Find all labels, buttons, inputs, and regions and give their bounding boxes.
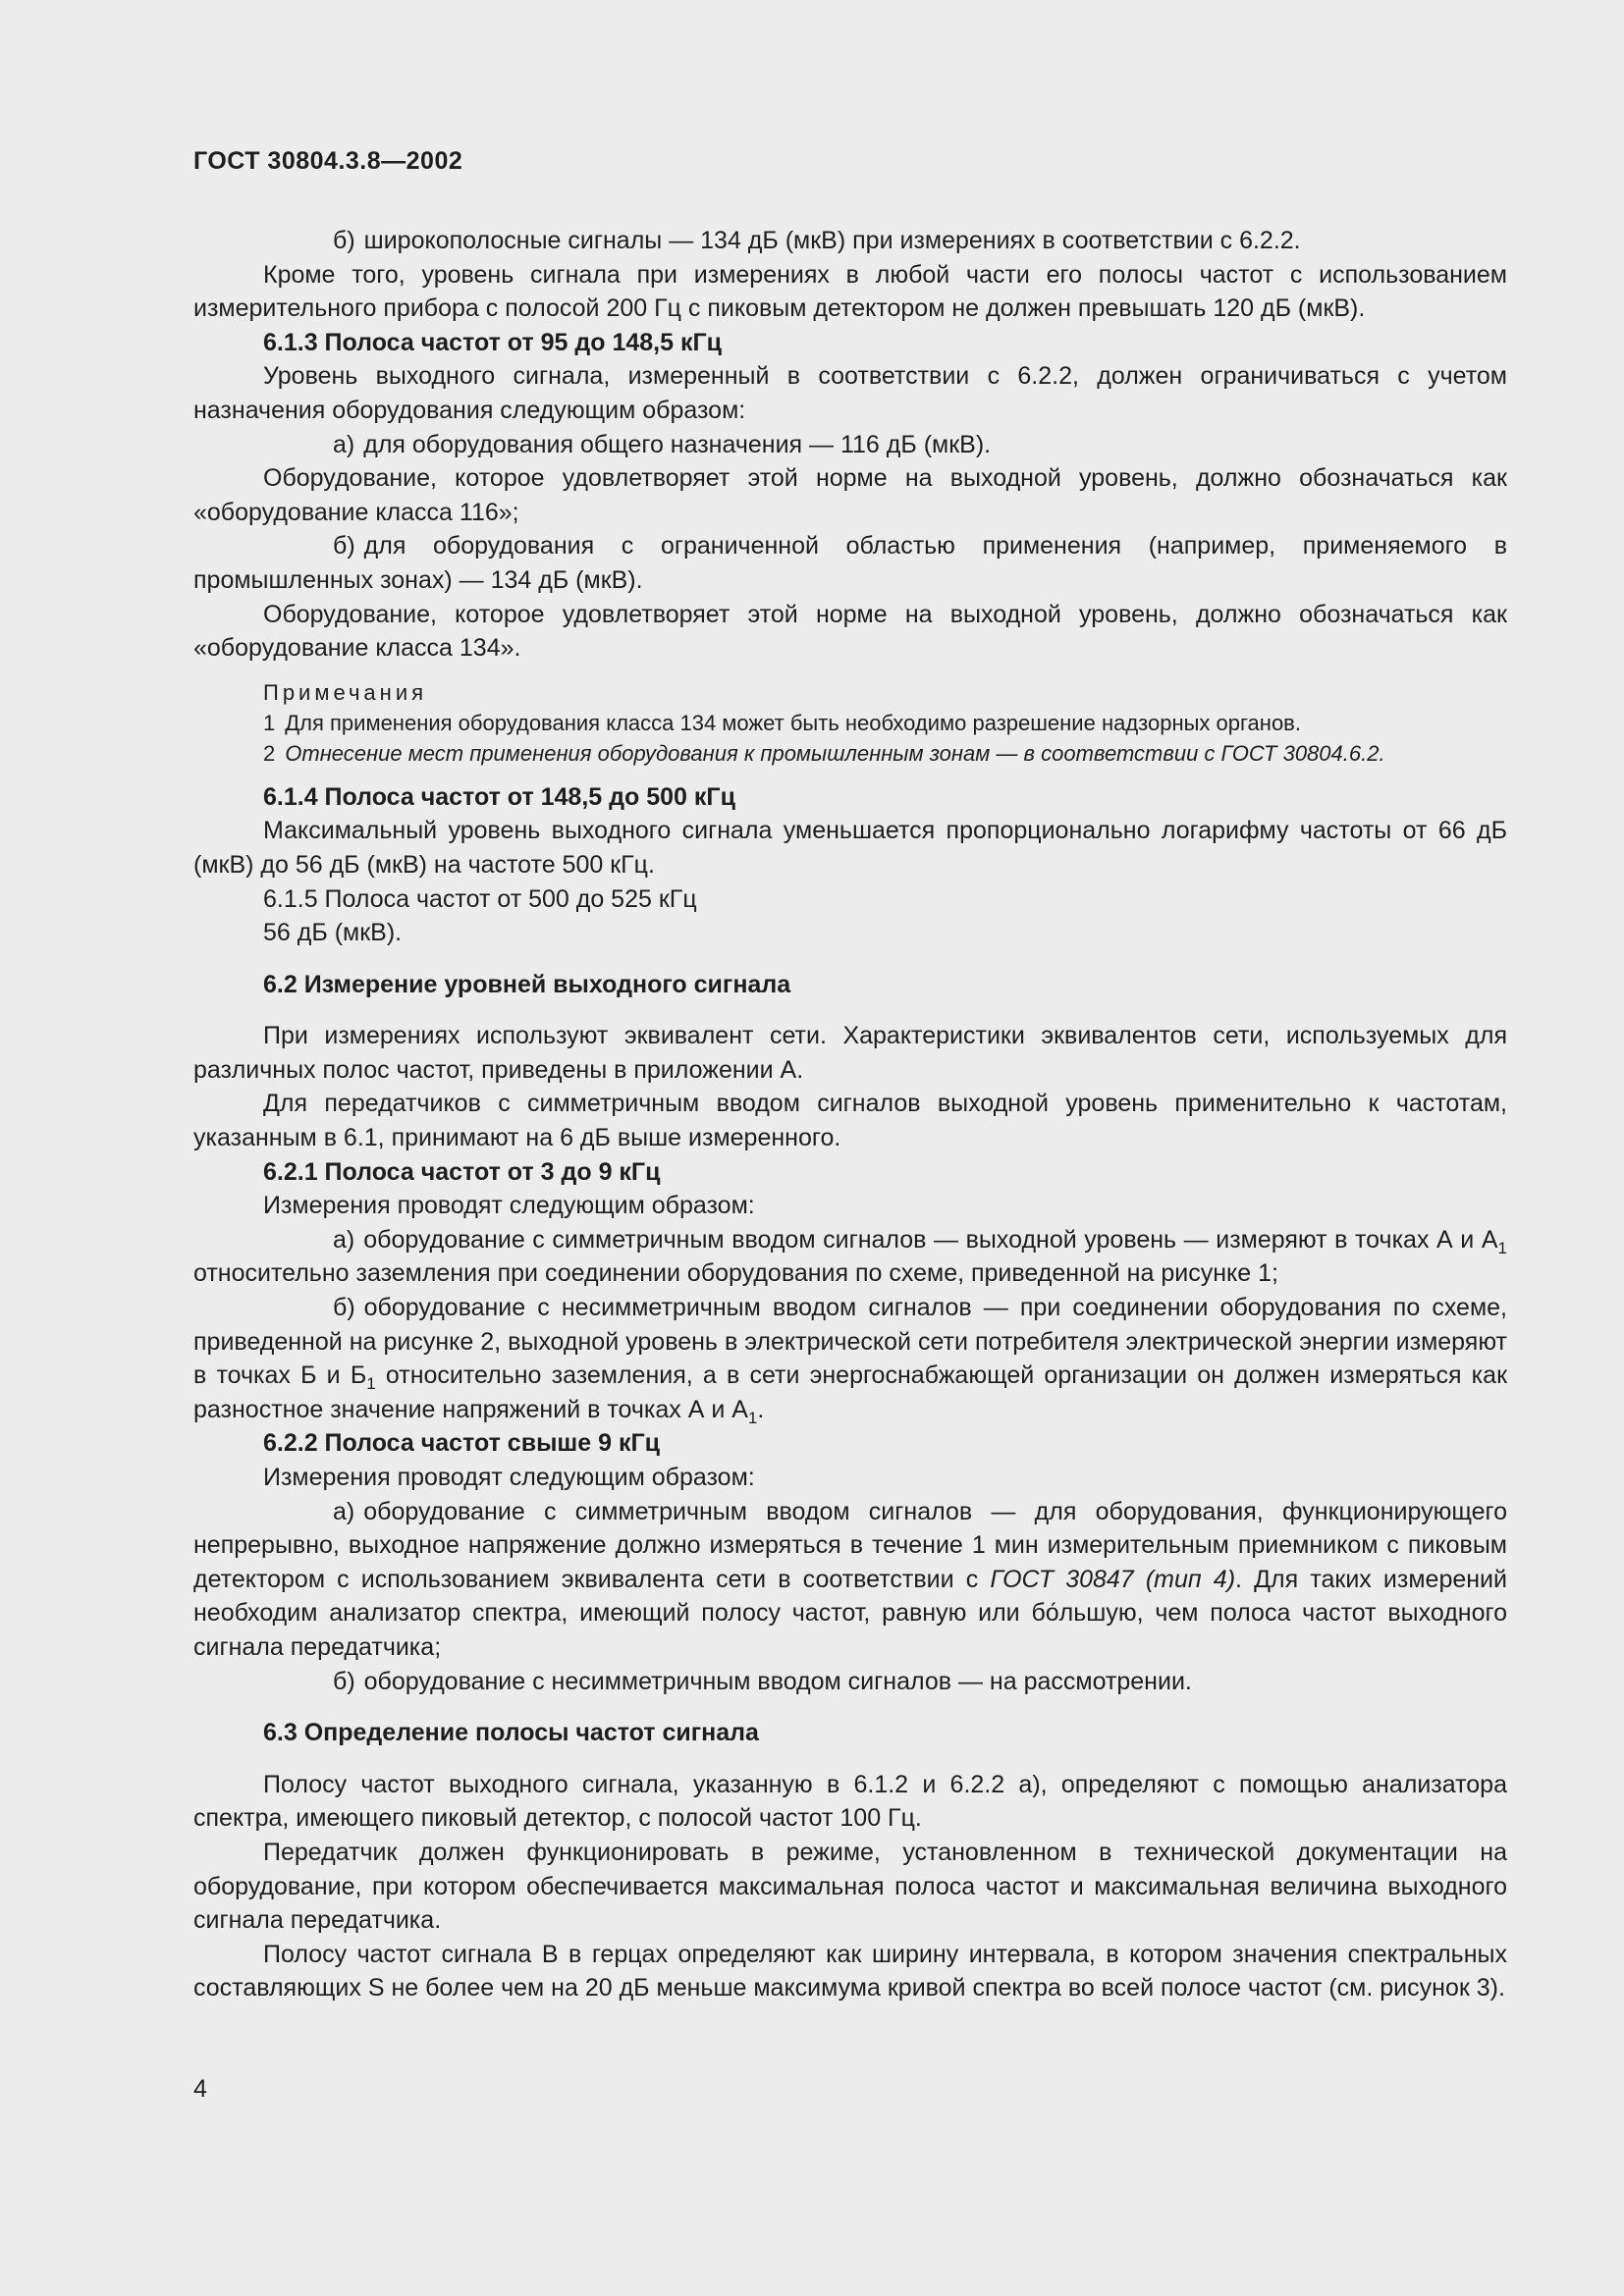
section-heading-6-3: 6.3 Определение полосы частот сигнала bbox=[263, 1719, 759, 1747]
paragraph: Максимальный уровень выходного сигнала уменьшается пропорционально логарифму частоты от 66 дБ (мкВ) до 56 дБ (мкВ) на частоте 500 кГц. bbox=[193, 817, 1507, 879]
list-marker: б) bbox=[333, 532, 355, 561]
subscript: 1 bbox=[747, 1408, 758, 1427]
list-marker: б) bbox=[333, 227, 355, 254]
list-marker: а) bbox=[333, 430, 355, 458]
paragraph bbox=[193, 1495, 1507, 1665]
paragraph: Для передатчиков с симметричным вводом сигналов выходной уровень применительно к частотам, указанным в 6.1, принимают на 6 дБ выше измеренного. bbox=[193, 1090, 1507, 1152]
paragraph: 6.1.5 Полоса частот от 500 до 525 кГц bbox=[263, 884, 697, 913]
paragraph-text: относительно заземления при соединении оборудования по схеме, приведенной на рисунке 1; bbox=[193, 1259, 1278, 1288]
paragraph: Уровень выходного сигнала, измеренный в соответствии с 6.2.2, должен ограничиваться с учетом назначения оборудования следующим образом: bbox=[193, 362, 1507, 424]
note-number: 1 bbox=[263, 710, 276, 735]
paragraph bbox=[193, 428, 1507, 462]
paragraph bbox=[193, 1223, 1507, 1291]
paragraph: Кроме того, уровень сигнала при измерениях в любой части его полосы частот с использованием измерительного прибора с полосой 200 Гц с пиковым детектором не должен превышать 120 дБ (мкВ). bbox=[193, 260, 1507, 323]
list-marker: а) bbox=[333, 1225, 355, 1254]
paragraph: Измерения проводят следующим образом: bbox=[263, 1464, 755, 1491]
note-number: 2 bbox=[263, 740, 276, 766]
note-item bbox=[193, 708, 1507, 738]
section-heading-6-1-4: 6.1.4 Полоса частот от 148,5 до 500 кГц bbox=[263, 782, 735, 811]
paragraph-text: оборудование с несимметричным вводом сигналов — на рассмотрении. bbox=[363, 1667, 1192, 1695]
paragraph-text: . bbox=[757, 1395, 765, 1423]
paragraph: Измерения проводят следующим образом: bbox=[263, 1192, 755, 1220]
list-marker: а) bbox=[333, 1497, 355, 1525]
paragraph: Полосу частот выходного сигнала, указанную в 6.1.2 и 6.2.2 а), определяют с помощью анализатора спектра, имеющего пиковый детектор, с полосой частот 100 Гц. bbox=[193, 1770, 1507, 1833]
paragraph: При измерениях используют эквивалент сети. Характеристики эквивалентов сети, используемых для различных полос частот, приведены в приложении А. bbox=[193, 1022, 1507, 1084]
list-marker: б) bbox=[333, 1667, 355, 1695]
paragraph: Передатчик должен функционировать в режиме, установленном в технической документации на оборудование, при котором обеспечивается максимальная полоса частот и максимальная величина выходного сигнала передатчика. bbox=[193, 1838, 1507, 1935]
list-marker: б) bbox=[333, 1294, 355, 1322]
paragraph: 56 дБ (мкВ). bbox=[263, 919, 403, 947]
paragraph-text: для оборудования общего назначения — 116 дБ (мкВ). bbox=[363, 430, 992, 458]
paragraph-text: оборудование с несимметричным вводом сигналов — при соединении оборудования по схеме, приведенной на рисунке 2, выходной уровень в электрической сети потребителя электрической энергии измеряют в точках Б и Б bbox=[193, 1294, 1507, 1390]
subscript: 1 bbox=[366, 1374, 376, 1394]
paragraph bbox=[193, 1291, 1507, 1426]
note-text: Отнесение мест применения оборудования к промышленным зонам — в соответствии с ГОСТ 30804.6.2. bbox=[285, 740, 1385, 766]
notes-title: Примечания bbox=[263, 679, 428, 705]
section-heading-6-2: 6.2 Измерение уровней выходного сигнала bbox=[263, 970, 791, 998]
paragraph-text: оборудование с симметричным вводом сигналов — выходной уровень — измеряют в точках А и А bbox=[363, 1225, 1498, 1254]
page-number: 4 bbox=[193, 2075, 207, 2103]
paragraph-text: относительно заземления, а в сети энергоснабжающей организации он должен измеряться как разностное значение напряжений в точках А и А bbox=[193, 1362, 1508, 1423]
paragraph: Оборудование, которое удовлетворяет этой норме на выходной уровень, должно обозначаться как «оборудование класса 116»; bbox=[193, 464, 1507, 526]
paragraph-text: широкополосные сигналы — 134 дБ (мкВ) при измерениях в соответствии с 6.2.2. bbox=[363, 227, 1301, 254]
section-heading-6-2-1: 6.2.1 Полоса частот от 3 до 9 кГц bbox=[263, 1157, 661, 1186]
subscript: 1 bbox=[1497, 1238, 1507, 1257]
document-header: ГОСТ 30804.3.8—2002 bbox=[193, 147, 463, 175]
note-text: Для применения оборудования класса 134 может быть необходимо разрешение надзорных органов. bbox=[285, 710, 1301, 735]
document-body bbox=[193, 224, 1507, 2005]
paragraph bbox=[193, 1665, 1507, 1699]
paragraph-text: оборудование с симметричным вводом сигналов — для оборудования, функционирующего непрерывно, выходное напряжение должно измеряться в течение 1 мин измерительным приемником с пиковым детектором с использованием эквивалента сети в соответствии с bbox=[193, 1497, 1507, 1593]
paragraph bbox=[193, 529, 1507, 597]
paragraph: Полосу частот сигнала В в герцах определяют как ширину интервала, в котором значения спектральных составляющих S не более чем на 20 дБ меньше максимума кривой спектра во всей полосе частот (см. рисунок 3). bbox=[193, 1940, 1507, 2002]
paragraph bbox=[193, 224, 1507, 258]
section-heading-6-1-3: 6.1.3 Полоса частот от 95 до 148,5 кГц bbox=[263, 328, 723, 356]
paragraph-text: для оборудования с ограниченной областью применения (например, применяемого в промышленных зонах) — 134 дБ (мкВ). bbox=[193, 532, 1507, 594]
standard-reference: ГОСТ 30847 (тип 4) bbox=[990, 1565, 1236, 1593]
paragraph-text: . Для таких измерений необходим анализатор спектра, имеющий полосу частот, равную или бо́льшую, чем полоса частот выходного сигнала передатчика; bbox=[193, 1565, 1507, 1661]
note-item bbox=[193, 738, 1507, 769]
paragraph: Оборудование, которое удовлетворяет этой норме на выходной уровень, должно обозначаться как «оборудование класса 134». bbox=[193, 600, 1507, 663]
section-heading-6-2-2: 6.2.2 Полоса частот свыше 9 кГц bbox=[263, 1429, 661, 1458]
